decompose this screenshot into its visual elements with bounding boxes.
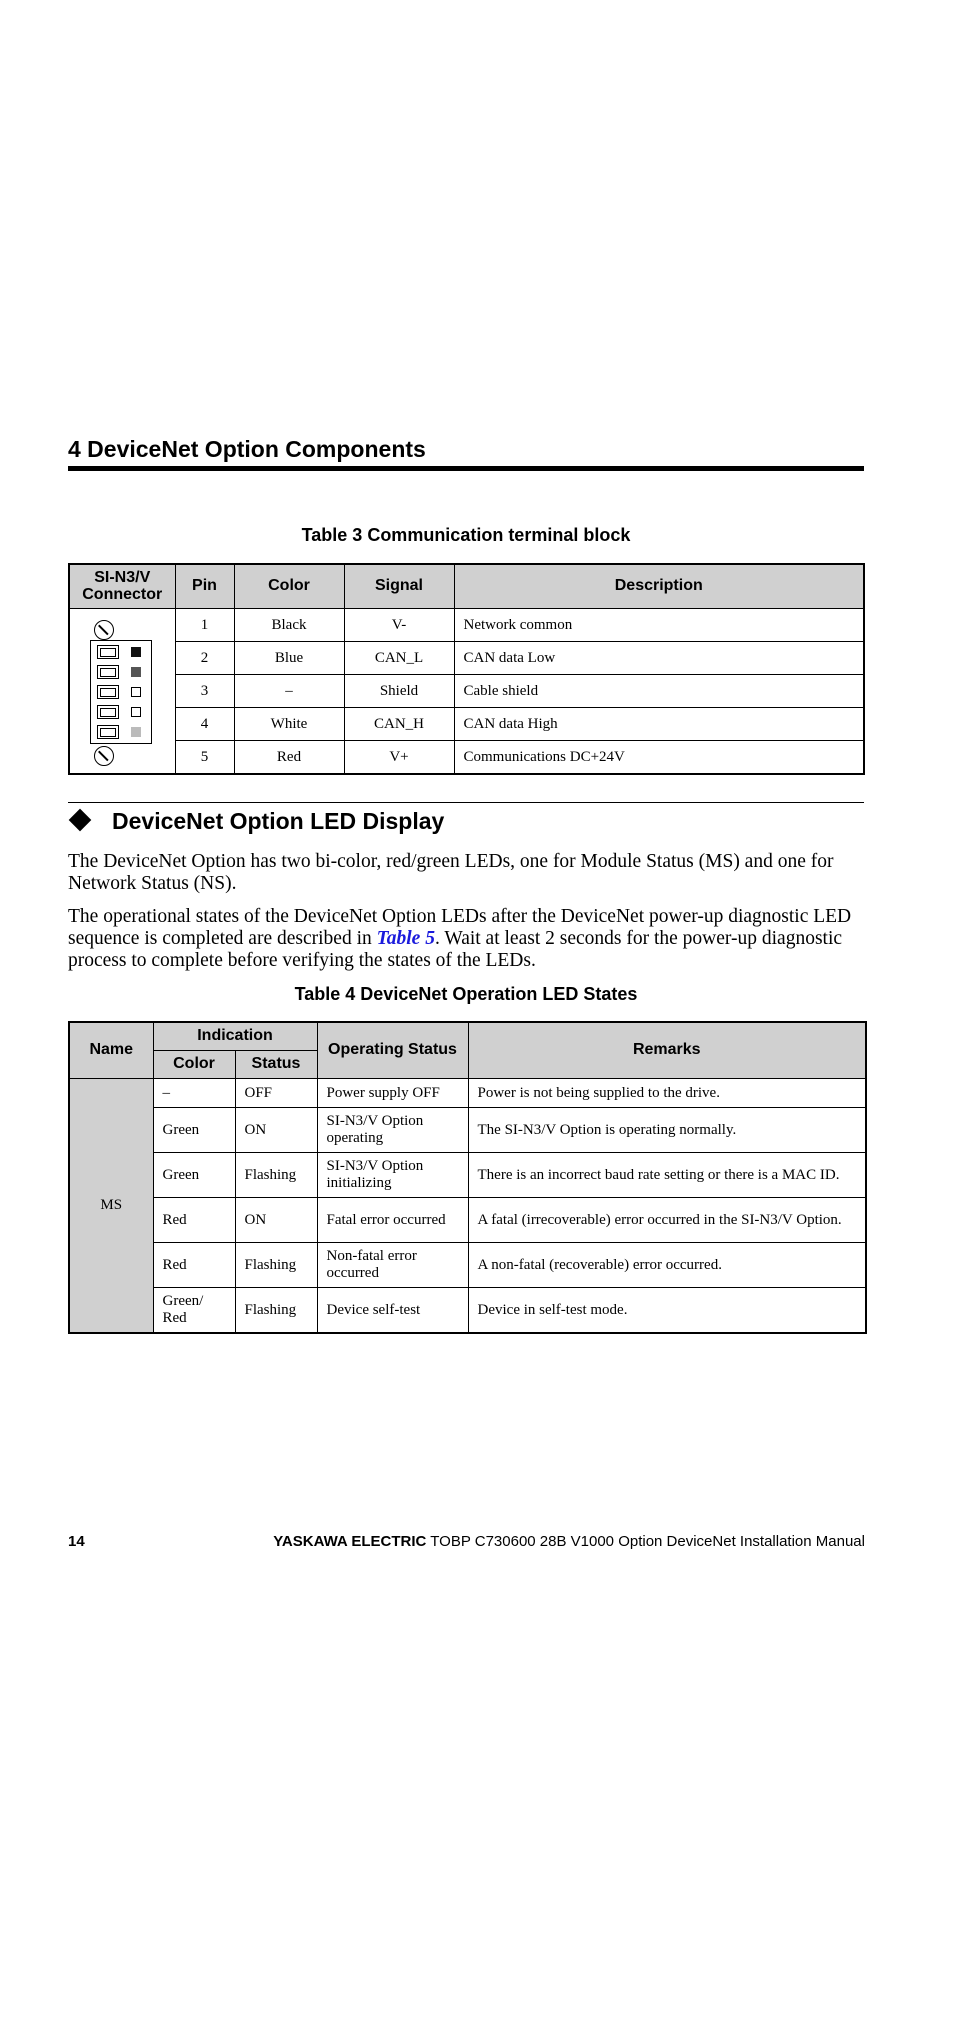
operating-status-cell: Device self-test bbox=[317, 1288, 468, 1334]
paragraph-text: . Wait at least 2 seconds for the power-up diagnostic process to complete before verifying the states of the LEDs. bbox=[68, 928, 843, 971]
color-cell: Red bbox=[153, 1243, 235, 1288]
table-row bbox=[69, 741, 864, 775]
header-connector: SI-N3/V Connector bbox=[69, 564, 175, 609]
page-number: 14 bbox=[68, 1533, 85, 1550]
pin-cell: 4 bbox=[175, 708, 234, 741]
terminal-slot-icon bbox=[97, 665, 119, 679]
footer-company: YASKAWA ELECTRIC bbox=[273, 1533, 427, 1550]
signal-cell: V+ bbox=[344, 741, 454, 775]
signal-cell: Shield bbox=[344, 675, 454, 708]
color-cell: Red bbox=[234, 741, 344, 775]
table-row bbox=[69, 642, 864, 675]
remarks-cell: There is an incorrect baud rate setting or there is a MAC ID. bbox=[468, 1153, 866, 1198]
description-cell: CAN data Low bbox=[454, 642, 864, 675]
name-cell: MS bbox=[69, 1079, 153, 1334]
description-cell: CAN data High bbox=[454, 708, 864, 741]
wire-color-marker bbox=[131, 667, 141, 677]
status-cell: OFF bbox=[235, 1079, 317, 1108]
header-color: Color bbox=[234, 564, 344, 609]
header-status: Status bbox=[235, 1051, 317, 1079]
header-name: Name bbox=[69, 1022, 153, 1079]
header-operating-status: Operating Status bbox=[317, 1022, 468, 1079]
led-states-paragraph bbox=[68, 906, 864, 972]
description-cell: Network common bbox=[454, 609, 864, 642]
terminal-slot-icon bbox=[97, 725, 119, 739]
remarks-cell: A fatal (irrecoverable) error occurred in the SI-N3/V Option. bbox=[468, 1198, 866, 1243]
table-row bbox=[69, 1243, 866, 1288]
status-cell: Flashing bbox=[235, 1288, 317, 1334]
section-heading: 4 DeviceNet Option Components bbox=[68, 436, 426, 462]
screw-icon bbox=[94, 620, 114, 640]
led-intro-paragraph: The DeviceNet Option has two bi-color, red/green LEDs, one for Module Status (MS) and one for Network Status (NS). bbox=[68, 851, 834, 894]
table-header-row bbox=[69, 564, 864, 609]
signal-cell: CAN_H bbox=[344, 708, 454, 741]
connector-illustration-cell bbox=[69, 609, 175, 775]
operating-status-cell: Power supply OFF bbox=[317, 1079, 468, 1108]
remarks-cell: Device in self-test mode. bbox=[468, 1288, 866, 1334]
color-cell: Green bbox=[153, 1108, 235, 1153]
screw-icon bbox=[94, 746, 114, 766]
table-header-row bbox=[69, 1022, 866, 1051]
heading-rule bbox=[68, 466, 864, 471]
color-cell: Blue bbox=[234, 642, 344, 675]
connector-body bbox=[90, 640, 152, 744]
operating-status-cell: Fatal error occurred bbox=[317, 1198, 468, 1243]
pin-cell: 2 bbox=[175, 642, 234, 675]
header-indication: Indication bbox=[153, 1022, 317, 1051]
led-states-table bbox=[68, 1021, 867, 1334]
wire-color-marker bbox=[131, 727, 141, 737]
diamond-bullet-icon bbox=[69, 809, 92, 832]
wire-color-marker bbox=[131, 687, 141, 697]
led-section-rule bbox=[68, 802, 864, 803]
terminal-slot-icon bbox=[97, 685, 119, 699]
color-cell: White bbox=[234, 708, 344, 741]
footer-title bbox=[273, 1533, 865, 1550]
pin-cell: 1 bbox=[175, 609, 234, 642]
table-row bbox=[69, 1153, 866, 1198]
color-cell: Green/ Red bbox=[153, 1288, 235, 1334]
signal-cell: V- bbox=[344, 609, 454, 642]
wire-color-marker bbox=[131, 647, 141, 657]
footer-doc-title: TOBP C730600 28B V1000 Option DeviceNet Installation Manual bbox=[426, 1533, 865, 1550]
communication-terminal-table bbox=[68, 563, 865, 775]
pin-cell: 3 bbox=[175, 675, 234, 708]
header-signal: Signal bbox=[344, 564, 454, 609]
signal-cell: CAN_L bbox=[344, 642, 454, 675]
remarks-cell: Power is not being supplied to the drive. bbox=[468, 1079, 866, 1108]
table-row bbox=[69, 1108, 866, 1153]
remarks-cell: A non-fatal (recoverable) error occurred. bbox=[468, 1243, 866, 1288]
operating-status-cell: SI-N3/V Option initializing bbox=[317, 1153, 468, 1198]
paragraph-text: The operational states of the DeviceNet Option LEDs after the DeviceNet power-up diagnostic LED sequence is completed are described in bbox=[68, 906, 852, 949]
table4-caption: Table 4 DeviceNet Operation LED States bbox=[294, 984, 638, 1004]
status-cell: ON bbox=[235, 1198, 317, 1243]
remarks-cell: The SI-N3/V Option is operating normally. bbox=[468, 1108, 866, 1153]
terminal-slot-icon bbox=[97, 705, 119, 719]
header-pin: Pin bbox=[175, 564, 234, 609]
table-row bbox=[69, 1198, 866, 1243]
color-cell: Black bbox=[234, 609, 344, 642]
table-row bbox=[69, 708, 864, 741]
table-row bbox=[69, 675, 864, 708]
color-cell: – bbox=[234, 675, 344, 708]
header-remarks: Remarks bbox=[468, 1022, 866, 1079]
wire-color-marker bbox=[131, 707, 141, 717]
pin-cell: 5 bbox=[175, 741, 234, 775]
table5-link[interactable]: Table 5 bbox=[376, 928, 435, 949]
table-row bbox=[69, 609, 864, 642]
terminal-connector-icon bbox=[90, 616, 154, 766]
table-row bbox=[69, 1288, 866, 1334]
table-row bbox=[69, 1079, 866, 1108]
status-cell: Flashing bbox=[235, 1243, 317, 1288]
color-cell: – bbox=[153, 1079, 235, 1108]
terminal-slot-icon bbox=[97, 645, 119, 659]
operating-status-cell: SI-N3/V Option operating bbox=[317, 1108, 468, 1153]
status-cell: Flashing bbox=[235, 1153, 317, 1198]
color-cell: Green bbox=[153, 1153, 235, 1198]
description-cell: Communications DC+24V bbox=[454, 741, 864, 775]
description-cell: Cable shield bbox=[454, 675, 864, 708]
led-section-title: DeviceNet Option LED Display bbox=[112, 808, 445, 834]
operating-status-cell: Non-fatal error occurred bbox=[317, 1243, 468, 1288]
header-color: Color bbox=[153, 1051, 235, 1079]
color-cell: Red bbox=[153, 1198, 235, 1243]
header-description: Description bbox=[454, 564, 864, 609]
status-cell: ON bbox=[235, 1108, 317, 1153]
table3-caption: Table 3 Communication terminal block bbox=[301, 525, 631, 545]
